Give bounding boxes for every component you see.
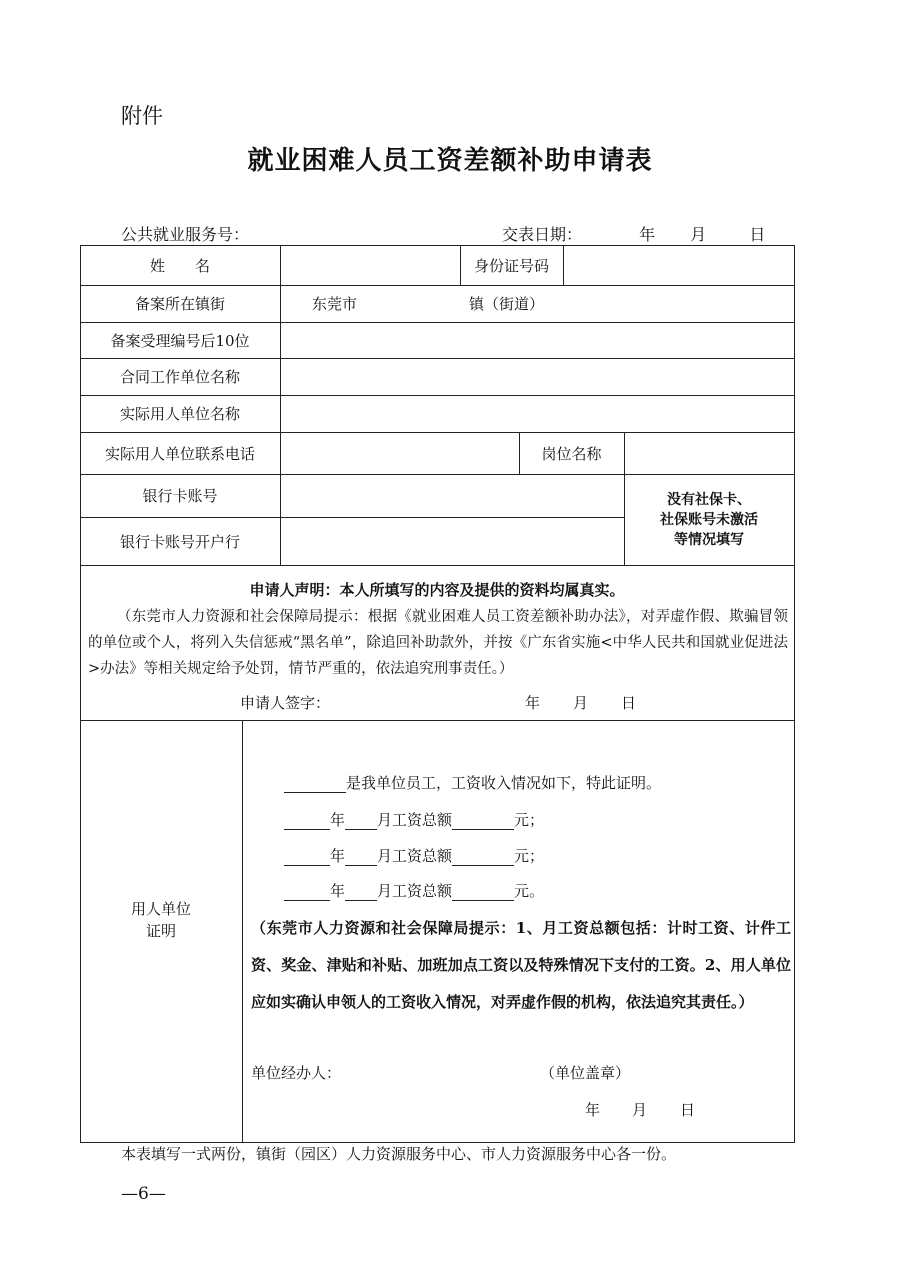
month-salary-text: 月工资总额 bbox=[377, 811, 453, 829]
row-divider bbox=[80, 565, 794, 566]
month-salary-text: 月工资总额 bbox=[377, 882, 453, 900]
town-city-text: 东莞市 bbox=[312, 295, 358, 313]
salary-row-3 bbox=[284, 880, 544, 901]
sign-day: 日 bbox=[621, 694, 637, 712]
employer-label-line-2: 证明 bbox=[145, 922, 176, 940]
note-line-2: 社保账号未激活 bbox=[660, 511, 758, 528]
town-field[interactable] bbox=[281, 285, 793, 322]
unit-date-year: 年 bbox=[585, 1101, 601, 1119]
yuan-text: 元； bbox=[514, 811, 545, 829]
month-salary-text: 月工资总额 bbox=[377, 847, 453, 865]
declaration-body: （东莞市人力资源和社会保障局提示：根据《就业困难人员工资差额补助办法》，对弄虚作假、欺骗冒领的单位或个人，将列入失信惩戒“黑名单”，除追回补助款外，并按《广东省实施<中华人民共和国就业促进法>办法》等相关规定给予处罚，情节严重的，依法追究刑事责任。） bbox=[88, 609, 788, 677]
position-field[interactable] bbox=[625, 433, 793, 473]
bank-account-field[interactable] bbox=[281, 475, 623, 516]
town-label: 备案所在镇街 bbox=[134, 295, 225, 313]
page-title: 就业困难人员工资差额补助申请表 bbox=[247, 146, 653, 176]
position-label: 岗位名称 bbox=[541, 444, 602, 463]
bank-branch-field[interactable] bbox=[281, 518, 623, 564]
unit-date-month: 月 bbox=[632, 1101, 648, 1119]
salary-row-1 bbox=[284, 809, 544, 830]
submit-date-month: 月 bbox=[690, 225, 707, 244]
salary-month-blank[interactable] bbox=[345, 849, 377, 866]
row-divider bbox=[80, 720, 794, 721]
attachment-label: 附件 bbox=[121, 104, 163, 128]
note-line-3: 等情况填写 bbox=[674, 531, 744, 548]
note-line-1: 没有社保卡、 bbox=[667, 491, 751, 508]
declaration-title: 申请人声明：本人所填写的内容及提供的资料均属真实。 bbox=[249, 581, 625, 599]
bank-account-label: 银行卡账号 bbox=[142, 487, 218, 505]
salary-amount-blank[interactable] bbox=[452, 849, 514, 866]
name-label: 姓 名 bbox=[149, 256, 210, 275]
no-social-security-note bbox=[624, 474, 794, 565]
year-text: 年 bbox=[330, 811, 346, 829]
submit-date-day: 日 bbox=[749, 225, 766, 244]
submit-date bbox=[502, 222, 765, 245]
salary-row-2 bbox=[284, 845, 544, 866]
applicant-sign-label: 申请人签字： bbox=[240, 694, 331, 712]
actual-unit-label: 实际用人单位名称 bbox=[119, 405, 240, 423]
id-number-field[interactable] bbox=[564, 246, 793, 284]
contract-unit-field[interactable] bbox=[281, 359, 793, 394]
contract-unit-label: 合同工作单位名称 bbox=[119, 368, 240, 386]
year-text: 年 bbox=[330, 882, 346, 900]
submit-date-year: 年 bbox=[639, 225, 656, 244]
unit-stamp-label: （单位盖章） bbox=[540, 1064, 631, 1082]
town-suffix-text: 镇（街道） bbox=[469, 295, 545, 313]
actual-unit-field[interactable] bbox=[281, 396, 793, 431]
page-number: —6— bbox=[121, 1184, 166, 1204]
salary-month-blank[interactable] bbox=[345, 813, 377, 830]
yuan-text: 元； bbox=[514, 847, 545, 865]
salary-amount-blank[interactable] bbox=[452, 813, 514, 830]
sign-year: 年 bbox=[525, 694, 541, 712]
actual-unit-phone-label: 实际用人单位联系电话 bbox=[104, 444, 255, 463]
employer-cert-label bbox=[80, 900, 242, 940]
year-text: 年 bbox=[330, 847, 346, 865]
salary-year-blank[interactable] bbox=[284, 813, 330, 830]
unit-handler-label: 单位经办人： bbox=[251, 1064, 342, 1082]
yuan-text: 元。 bbox=[514, 882, 545, 900]
footer-note: 本表填写一式两份，镇街（园区）人力资源服务中心、市人力资源服务中心各一份。 bbox=[121, 1145, 677, 1163]
id-number-label: 身份证号码 bbox=[473, 256, 549, 275]
service-number-label: 公共就业服务号： bbox=[121, 225, 250, 244]
cert-text: 是我单位员工，工资收入情况如下，特此证明。 bbox=[346, 774, 662, 792]
employer-label-line-1: 用人单位 bbox=[130, 900, 191, 918]
unit-date-day: 日 bbox=[680, 1101, 696, 1119]
bank-branch-label: 银行卡账号开户行 bbox=[119, 532, 240, 551]
salary-year-blank[interactable] bbox=[284, 884, 330, 901]
name-field[interactable] bbox=[281, 246, 459, 284]
record-number-label: 备案受理编号后10位 bbox=[110, 331, 250, 350]
employer-notice: （东莞市人力资源和社会保障局提示：1、月工资总额包括：计时工资、计件工资、奖金、津贴和补贴、加班加点工资以及特殊情况下支付的工资。2、用人单位应如实确认申领人的工资收入情况，对弄虚作假的机构，依法追究其责任。） bbox=[251, 919, 791, 1011]
cert-statement bbox=[284, 772, 661, 793]
actual-unit-phone-field[interactable] bbox=[281, 433, 518, 473]
record-number-field[interactable] bbox=[281, 323, 793, 357]
employee-name-blank[interactable] bbox=[284, 776, 346, 793]
col-divider bbox=[242, 720, 243, 1142]
salary-amount-blank[interactable] bbox=[452, 884, 514, 901]
sign-month: 月 bbox=[573, 694, 589, 712]
salary-month-blank[interactable] bbox=[345, 884, 377, 901]
submit-date-label: 交表日期： bbox=[502, 225, 583, 244]
salary-year-blank[interactable] bbox=[284, 849, 330, 866]
